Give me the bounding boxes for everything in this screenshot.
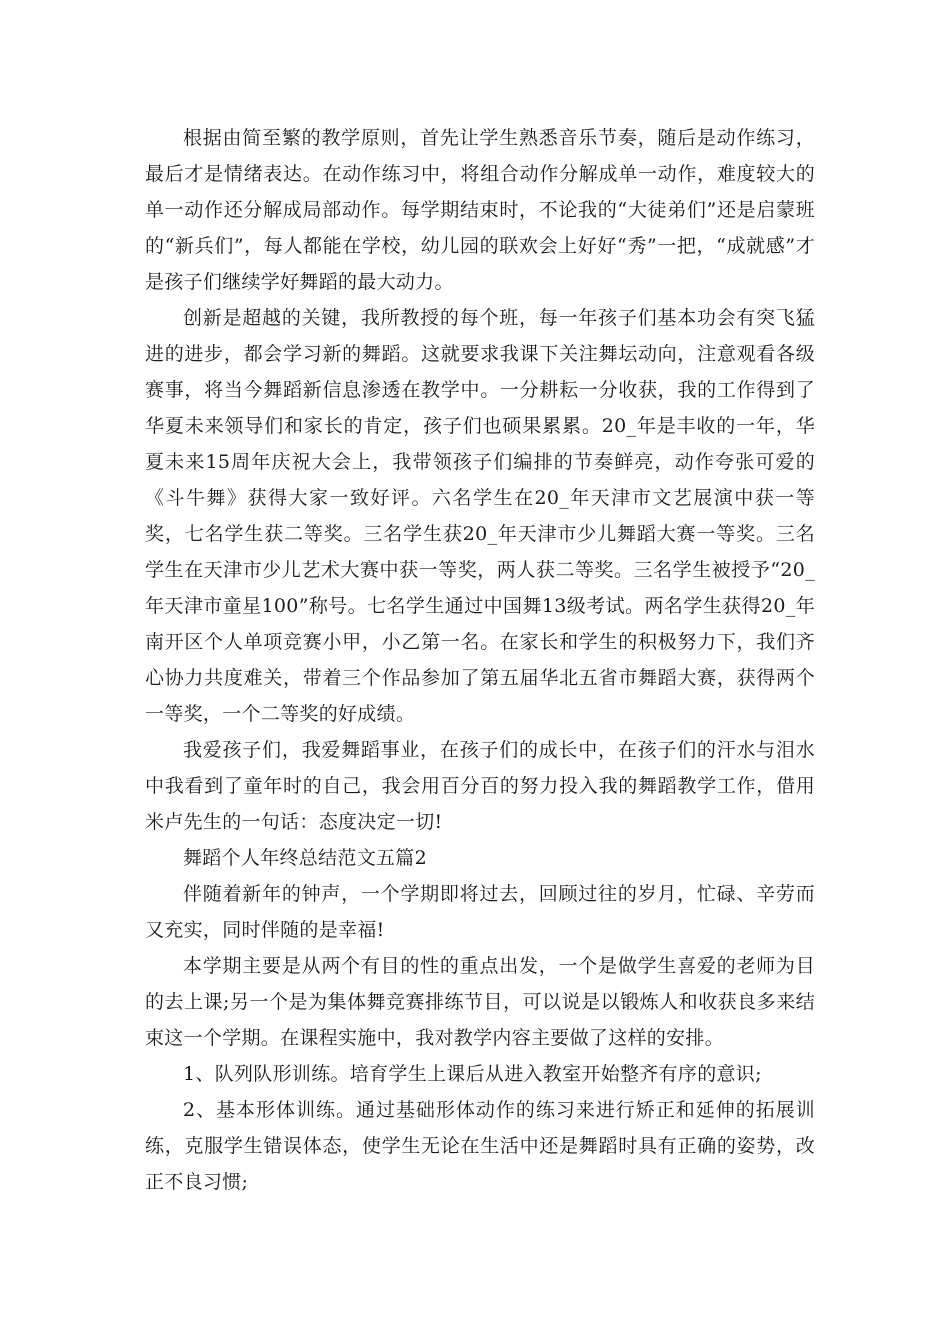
- paragraph-teaching-principle: 根据由简至繁的教学原则，首先让学生熟悉音乐节奏，随后是动作练习，最后才是情绪表达。在动作练习中，将组合动作分解成单一动作，难度较大的单一动作还分解成局部动作。每学期结束时，不论我的“大徒弟们”还是启蒙班的“新兵们”，每人都能在学校，幼儿园的联欢会上好好“秀”一把，“成就感”才是孩子们继续学好舞蹈的最大动力。: [145, 127, 815, 293]
- document-body: [145, 120, 815, 1200]
- paragraph-love-dance: 我爱孩子们，我爱舞蹈事业，在孩子们的成长中，在孩子们的汗水与泪水中我看到了童年时的自己，我会用百分百的努力投入我的舞蹈教学工作，借用米卢先生的一句话：态度决定一切!: [145, 739, 815, 833]
- section-title: 舞蹈个人年终总结范文五篇2: [183, 847, 427, 869]
- list-item-formation-training: 1、队列队形训练。培育学生上课后从进入教室开始整齐有序的意识;: [183, 1063, 762, 1085]
- paragraph-innovation: 创新是超越的关键，我所教授的每个班，每一年孩子们基本功会有突飞猛进的进步，都会学习新的舞蹈。这就要求我课下关注舞坛动向，注意观看各级赛事，将当今舞蹈新信息渗透在教学中。一分耕耘一分收获，我的工作得到了华夏未来领导们和家长的肯定，孩子们也硕果累累。20_年是丰收的一年，华夏未来15周年庆祝大会上，我带领孩子们编排的节奏鲜亮，动作夸张可爱的《斗牛舞》获得大家一致好评。六名学生在20_年天津市文艺展演中获一等奖，七名学生获二等奖。三名学生获20_年天津市少儿舞蹈大赛一等奖。三名学生在天津市少儿艺术大赛中获一等奖，两人获二等奖。三名学生被授予“20_年天津市童星100”称号。七名学生通过中国舞13级考试。两名学生获得20_年南开区个人单项竞赛小甲，小乙第一名。在家长和学生的积极努力下，我们齐心协力共度难关，带着三个作品参加了第五届华北五省市舞蹈大赛，获得两个一等奖，一个二等奖的好成绩。: [145, 307, 815, 725]
- paragraph-new-year: 伴随着新年的钟声，一个学期即将过去，回顾过往的岁月，忙碌、辛劳而又充实，同时伴随的是幸福!: [145, 883, 815, 941]
- paragraph-semester-focus: 本学期主要是从两个有目的性的重点出发，一个是做学生喜爱的老师为目的去上课;另一个是为集体舞竞赛排练节目，可以说是以锻炼人和收获良多来结束这一个学期。在课程实施中，我对教学内容主要做了这样的安排。: [145, 955, 815, 1049]
- list-item-body-training: 2、基本形体训练。通过基础形体动作的练习来进行矫正和延伸的拓展训练，克服学生错误体态，使学生无论在生活中还是舞蹈时具有正确的姿势，改正不良习惯;: [145, 1099, 815, 1193]
